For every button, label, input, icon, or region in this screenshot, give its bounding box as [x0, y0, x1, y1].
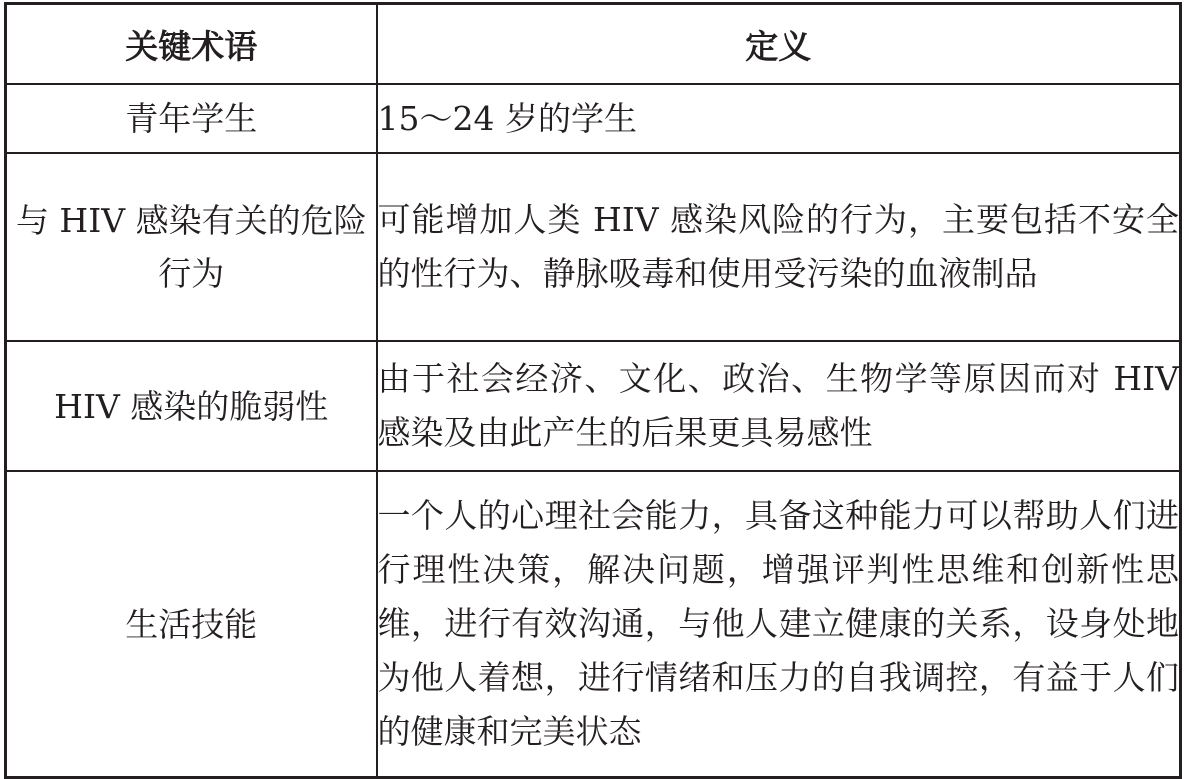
definition-cell: 一个人的心理社会能力，具备这种能力可以帮助人们进行理性决策，解决问题，增强评判性思维和创新性思维，进行有效沟通，与他人建立健康的关系，设身处地为他人着想，进行情绪和压力的自我调控，有益于人们的健康和完美状态	[377, 471, 1181, 778]
table-body	[6, 84, 1181, 778]
term-cell: 生活技能	[6, 471, 377, 778]
header-definition: 定义	[377, 4, 1181, 85]
key-terms-table	[4, 2, 1182, 779]
table-row	[6, 153, 1181, 341]
term-cell: 青年学生	[6, 84, 377, 153]
term-cell: HIV 感染的脆弱性	[6, 341, 377, 471]
table-row	[6, 471, 1181, 778]
table-row	[6, 341, 1181, 471]
header-row	[6, 4, 1181, 85]
table-row	[6, 84, 1181, 153]
definition-cell: 15～24 岁的学生	[377, 84, 1181, 153]
term-cell: 与 HIV 感染有关的危险行为	[6, 153, 377, 341]
definition-cell: 由于社会经济、文化、政治、生物学等原因而对 HIV 感染及由此产生的后果更具易感性	[377, 341, 1181, 471]
header-term: 关键术语	[6, 4, 377, 85]
definition-cell: 可能增加人类 HIV 感染风险的行为，主要包括不安全的性行为、静脉吸毒和使用受污染的血液制品	[377, 153, 1181, 341]
table-header	[6, 4, 1181, 85]
